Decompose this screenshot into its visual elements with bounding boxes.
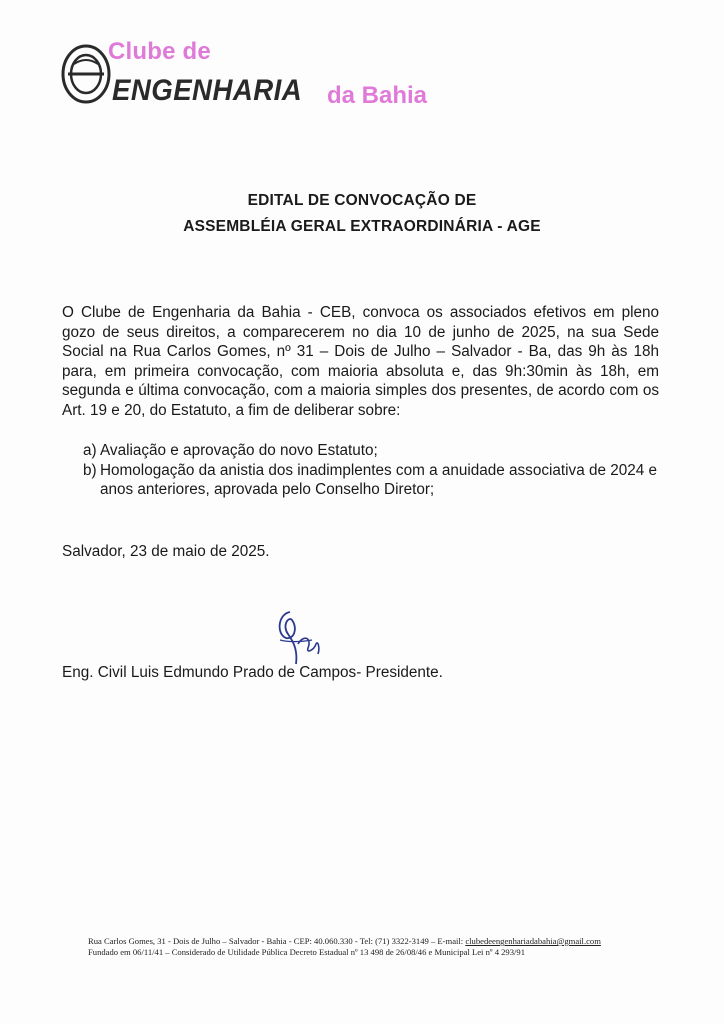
- club-logo: [60, 38, 440, 110]
- footer-address-line: [88, 936, 688, 947]
- document-title-line2: ASSEMBLÉIA GERAL EXTRAORDINÁRIA - AGE: [183, 218, 541, 235]
- footer: [88, 936, 688, 958]
- agenda-item-text: Avaliação e aprovação do novo Estatuto;: [100, 442, 378, 459]
- signer-name: Eng. Civil Luis Edmundo Prado de Campos- Presidente.: [62, 664, 443, 681]
- logo-text-engenharia: ENGENHARIA: [112, 74, 303, 107]
- agenda-item: [62, 461, 659, 500]
- logo-text-bahia: da Bahia: [327, 82, 428, 109]
- agenda-item-label: b): [83, 461, 97, 479]
- footer-address: Rua Carlos Gomes, 31 - Dois de Julho – Salvador - Bahia - CEP: 40.060.330 - Tel: (71) 3322-3149 – E-mail:: [88, 936, 466, 946]
- engineering-emblem-icon: [60, 42, 112, 106]
- logo-text-clube: Clube de: [108, 38, 211, 65]
- agenda-item-text: Homologação da anistia dos inadimplentes com a anuidade associativa de 2024 e anos anteriores, aprovada pelo Conselho Diretor;: [100, 461, 657, 499]
- footer-email-link[interactable]: clubedeengenhariadabahia@gmail.com: [465, 936, 601, 946]
- agenda-item-label: a): [83, 442, 97, 459]
- footer-foundation-line: Fundado em 06/11/41 – Considerado de Utilidade Pública Decreto Estadual nº 13 498 de 26/08/46 e Municipal Lei nº 4 293/91: [88, 947, 526, 957]
- agenda-item: [62, 441, 659, 461]
- convocation-paragraph: O Clube de Engenharia da Bahia - CEB, convoca os associados efetivos em pleno gozo de seus direitos, a comparecerem no dia 10 de junho de 2025, na sua Sede Social na Rua Carlos Gomes, nº 31 – Dois de Julho – Salvador - Ba, das 9h às 18h para, em primeira convocação, com maioria absoluta e, das 9h:30min às 18h, em segunda e última convocação, com a maioria simples dos presentes, de acordo com os Art. 19 e 20, do Estatuto, a fim de deliberar sobre:: [62, 304, 659, 419]
- agenda-list: [62, 441, 659, 500]
- document-title-line1: EDITAL DE CONVOCAÇÃO DE: [247, 192, 477, 209]
- document-date: Salvador, 23 de maio de 2025.: [62, 543, 270, 560]
